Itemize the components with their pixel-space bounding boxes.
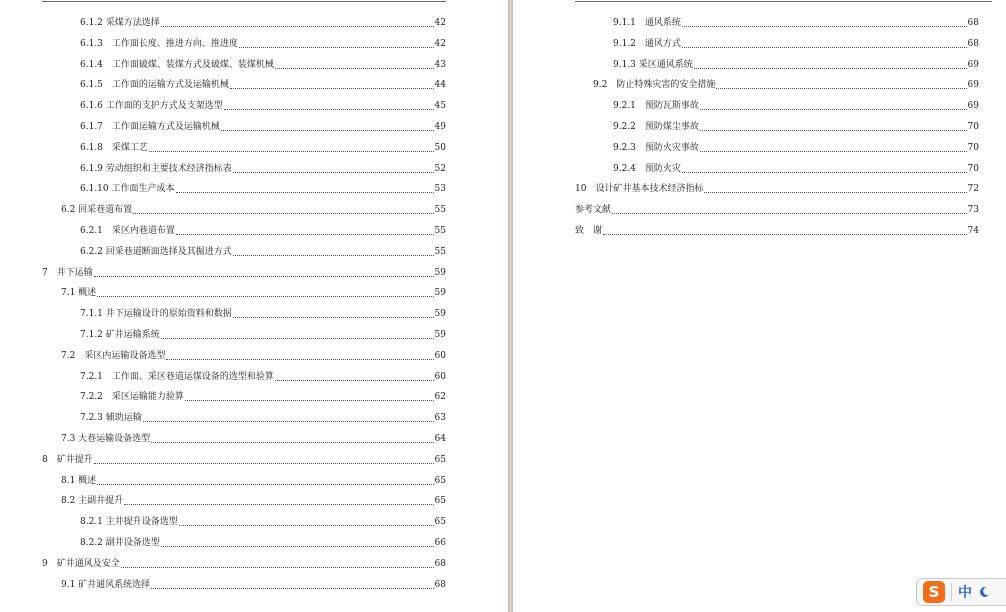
toc-dot-leader bbox=[161, 337, 434, 339]
toc-page-number: 64 bbox=[434, 434, 446, 444]
toc-page-number: 69 bbox=[967, 80, 979, 91]
ime-separator bbox=[951, 583, 952, 601]
toc-entry[interactable] bbox=[513, 98, 979, 114]
toc-dot-leader bbox=[124, 503, 433, 505]
toc-page-number: 59 bbox=[434, 330, 446, 340]
toc-entry-title: 7.1.2 矿井运输系统 bbox=[80, 330, 160, 340]
toc-entry[interactable] bbox=[513, 223, 979, 239]
toc-page-number: 73 bbox=[967, 205, 979, 216]
toc-entry-title: 9.1.2 通风方式 bbox=[613, 38, 681, 49]
toc-entry-title: 9.2 防止特殊灾害的安全措施 bbox=[593, 80, 716, 91]
toc-entry[interactable] bbox=[0, 369, 446, 385]
toc-dot-leader bbox=[694, 67, 967, 69]
toc-page-number: 63 bbox=[434, 413, 446, 424]
toc-dot-leader bbox=[230, 87, 434, 89]
toc-dot-leader bbox=[700, 150, 967, 152]
toc-entry[interactable] bbox=[0, 181, 446, 197]
toc-dot-leader bbox=[161, 25, 434, 27]
toc-entry[interactable] bbox=[513, 119, 979, 135]
toc-entry[interactable] bbox=[0, 98, 446, 114]
toc-dot-leader bbox=[233, 171, 434, 173]
toc-entry[interactable] bbox=[513, 161, 979, 177]
toc-entry-title: 7 井下运输 bbox=[42, 267, 93, 278]
toc-entry-title: 6.2.2 回采巷道断面选择及其掘进方式 bbox=[80, 246, 232, 257]
toc-page-number: 55 bbox=[434, 205, 446, 216]
toc-entry[interactable] bbox=[0, 15, 446, 31]
toc-dot-leader bbox=[176, 233, 434, 235]
toc-page-number: 68 bbox=[967, 18, 979, 28]
toc-entry[interactable] bbox=[513, 77, 979, 93]
toc-entry[interactable] bbox=[0, 285, 446, 301]
toc-entry[interactable] bbox=[513, 181, 979, 197]
toc-entry-title: 7.1 概述 bbox=[61, 288, 97, 299]
toc-dot-leader bbox=[239, 46, 434, 48]
toc-page-number: 70 bbox=[967, 122, 979, 132]
toc-dot-leader bbox=[224, 108, 434, 110]
toc-page-number: 70 bbox=[967, 163, 979, 174]
toc-entry-title: 7.2.1 工作面、采区巷道运煤设备的选型和验算 bbox=[80, 371, 274, 382]
toc-dot-leader bbox=[94, 462, 434, 464]
toc-dot-leader bbox=[275, 379, 434, 381]
toc-entry[interactable] bbox=[0, 327, 446, 343]
toc-entry[interactable] bbox=[0, 57, 446, 73]
toc-dot-leader bbox=[149, 150, 434, 152]
toc-entry[interactable] bbox=[0, 493, 446, 509]
toc-entry-title: 6.1.2 采煤方法选择 bbox=[80, 18, 160, 28]
toc-entry-title: 10 设计矿井基本技术经济指标 bbox=[575, 184, 704, 195]
toc-page-number: 45 bbox=[434, 101, 446, 112]
toc-entry[interactable] bbox=[0, 410, 446, 426]
toc-dot-leader bbox=[179, 524, 434, 526]
toc-entry-title: 6.1.8 采煤工艺 bbox=[80, 142, 148, 153]
toc-page-number: 72 bbox=[967, 184, 979, 195]
toc-page-number: 60 bbox=[434, 371, 446, 382]
toc-entry-title: 7.3 大巷运输设备选型 bbox=[61, 434, 151, 444]
toc-page-number: 65 bbox=[434, 517, 446, 528]
toc-dot-leader bbox=[94, 275, 434, 277]
toc-dot-leader bbox=[97, 483, 433, 485]
header-rule bbox=[575, 1, 992, 2]
toc-entry-title: 9.2.4 预防火灾 bbox=[613, 163, 681, 174]
toc-entry-title: 9.1.3 采区通风系统 bbox=[613, 59, 693, 70]
ime-language-toggle[interactable]: 中 bbox=[958, 585, 972, 601]
toc-dot-leader bbox=[700, 129, 967, 131]
toc-page-number: 42 bbox=[434, 18, 446, 28]
toc-entry[interactable] bbox=[0, 244, 446, 260]
toc-entry-title: 8.2.2 副井设备选型 bbox=[80, 538, 160, 548]
toc-page-number: 60 bbox=[434, 350, 446, 361]
toc-dot-leader bbox=[233, 316, 434, 318]
toc-entry[interactable] bbox=[0, 514, 446, 530]
toc-entry[interactable] bbox=[0, 348, 446, 364]
toc-entry[interactable] bbox=[0, 535, 446, 551]
toc-entry-title: 9 矿井通风及安全 bbox=[42, 558, 120, 569]
toc-entry-title: 9.1 矿井通风系统选择 bbox=[61, 579, 151, 590]
toc-page-number: 68 bbox=[967, 38, 979, 49]
toc-page-number: 43 bbox=[434, 59, 446, 70]
toc-entry-title: 9.2.1 预防瓦斯事故 bbox=[613, 101, 699, 112]
toc-dot-leader bbox=[161, 545, 434, 547]
toc-page-number: 74 bbox=[967, 226, 979, 236]
toc-entry-title: 7.2.2 采区运输能力验算 bbox=[80, 392, 184, 403]
toc-dot-leader bbox=[151, 441, 433, 443]
toc-page-number: 55 bbox=[434, 246, 446, 257]
toc-entry[interactable] bbox=[0, 556, 446, 572]
toc-entry[interactable] bbox=[513, 15, 979, 31]
toc-dot-leader bbox=[143, 420, 434, 422]
toc-entry-title: 8 矿井提升 bbox=[42, 454, 93, 465]
document-page-right bbox=[513, 0, 1006, 612]
toc-dot-leader bbox=[133, 212, 433, 214]
toc-page-number: 59 bbox=[434, 309, 446, 320]
toc-dot-leader bbox=[704, 191, 966, 193]
toc-entry-title: 9.2.3 预防火灾事故 bbox=[613, 142, 699, 153]
toc-page-number: 65 bbox=[434, 454, 446, 465]
toc-dot-leader bbox=[716, 87, 966, 89]
toc-page-number: 66 bbox=[434, 538, 446, 548]
toc-page-number: 65 bbox=[434, 475, 446, 486]
toc-page-number: 49 bbox=[434, 122, 446, 132]
toc-entry-title: 9.2.2 预防煤尘事故 bbox=[613, 122, 699, 132]
toc-page-number: 55 bbox=[434, 226, 446, 236]
toc-entry[interactable] bbox=[0, 202, 446, 218]
toc-dot-leader bbox=[233, 254, 434, 256]
toc-entry[interactable] bbox=[0, 223, 446, 239]
ime-toolbar[interactable] bbox=[916, 578, 1006, 606]
toc-page-number: 69 bbox=[967, 101, 979, 112]
toc-dot-leader bbox=[682, 171, 967, 173]
toc-dot-leader bbox=[700, 108, 967, 110]
toc-page-number: 68 bbox=[434, 579, 446, 590]
toc-entry[interactable] bbox=[0, 431, 446, 447]
toc-dot-leader bbox=[185, 399, 434, 401]
toc-entry-title: 8.1 概述 bbox=[61, 475, 97, 486]
toc-entry[interactable] bbox=[0, 473, 446, 489]
toc-dot-leader bbox=[176, 191, 434, 193]
toc-entry-title: 6.1.7 工作面运输方式及运输机械 bbox=[80, 122, 220, 132]
toc-entry-title: 7.2.3 辅助运输 bbox=[80, 413, 142, 424]
toc-page-number: 50 bbox=[434, 142, 446, 153]
toc-dot-leader bbox=[166, 358, 433, 360]
toc-dot-leader bbox=[275, 67, 434, 69]
toc-entry-title: 7.1.1 井下运输设计的原始资料和数据 bbox=[80, 309, 232, 320]
toc-page-number: 68 bbox=[434, 558, 446, 569]
toc-entry[interactable] bbox=[513, 140, 979, 156]
toc-entry[interactable] bbox=[0, 36, 446, 52]
toc-page-number: 52 bbox=[434, 163, 446, 174]
toc-dot-leader bbox=[603, 233, 967, 235]
toc-entry-title: 6.1.4 工作面破煤、装煤方式及破煤、装煤机械 bbox=[80, 59, 274, 70]
toc-page-number: 65 bbox=[434, 496, 446, 507]
toc-dot-leader bbox=[221, 129, 434, 131]
toc-entry[interactable] bbox=[0, 577, 446, 593]
toc-entry-title: 9.1.1 通风系统 bbox=[613, 18, 681, 28]
toc-entry-title: 6.1.6 工作面的支护方式及支架选型 bbox=[80, 101, 223, 112]
toc-entry[interactable] bbox=[0, 119, 446, 135]
toc-entry[interactable] bbox=[0, 140, 446, 156]
toc-entry[interactable] bbox=[0, 306, 446, 322]
toc-entry[interactable] bbox=[0, 389, 446, 405]
toc-entry-title: 6.1.10 工作面生产成本 bbox=[80, 184, 175, 195]
header-rule bbox=[42, 1, 446, 2]
toc-entry-title: 8.2 主副井提升 bbox=[61, 496, 124, 507]
toc-dot-leader bbox=[121, 566, 434, 568]
sogou-logo-icon[interactable]: S bbox=[923, 581, 945, 603]
toc-entry-title: 7.2 采区内运输设备选型 bbox=[61, 350, 166, 361]
toc-entry-title: 参考文献 bbox=[575, 205, 612, 216]
toc-entry-title: 6.2.1 采区内巷道布置 bbox=[80, 226, 175, 236]
toc-entry-title: 6.1.3 工作面长度、推进方向、推进度 bbox=[80, 38, 238, 49]
toc-page-number: 70 bbox=[967, 142, 979, 153]
toc-entry-title: 6.1.9 劳动组织和主要技术经济指标表 bbox=[80, 163, 232, 174]
toc-page-number: 53 bbox=[434, 184, 446, 195]
toc-entry[interactable] bbox=[0, 161, 446, 177]
toc-dot-leader bbox=[682, 25, 967, 27]
toc-page-number: 42 bbox=[434, 38, 446, 49]
toc-page-number: 62 bbox=[434, 392, 446, 403]
toc-entry[interactable] bbox=[513, 57, 979, 73]
toc-entry-title: 致 谢 bbox=[575, 226, 603, 236]
toc-entry-title: 8.2.1 主井提升设备选型 bbox=[80, 517, 178, 528]
toc-entry-title: 6.1.5 工作面的运输方式及运输机械 bbox=[80, 80, 229, 91]
toc-entry[interactable] bbox=[0, 452, 446, 468]
toc-entry[interactable] bbox=[0, 265, 446, 281]
toc-entry-title: 6.2 回采巷道布置 bbox=[61, 205, 133, 216]
toc-entry[interactable] bbox=[0, 77, 446, 93]
toc-page-number: 44 bbox=[434, 80, 446, 91]
toc-page-number: 59 bbox=[434, 267, 446, 278]
toc-dot-leader bbox=[151, 587, 433, 589]
toc-page-number: 59 bbox=[434, 288, 446, 299]
toc-entry[interactable] bbox=[513, 36, 979, 52]
toc-entry[interactable] bbox=[513, 202, 979, 218]
toc-dot-leader bbox=[97, 295, 433, 297]
toc-dot-leader bbox=[612, 212, 967, 214]
toc-dot-leader bbox=[682, 46, 967, 48]
moon-icon[interactable] bbox=[978, 586, 990, 598]
toc-page-number: 69 bbox=[967, 59, 979, 70]
